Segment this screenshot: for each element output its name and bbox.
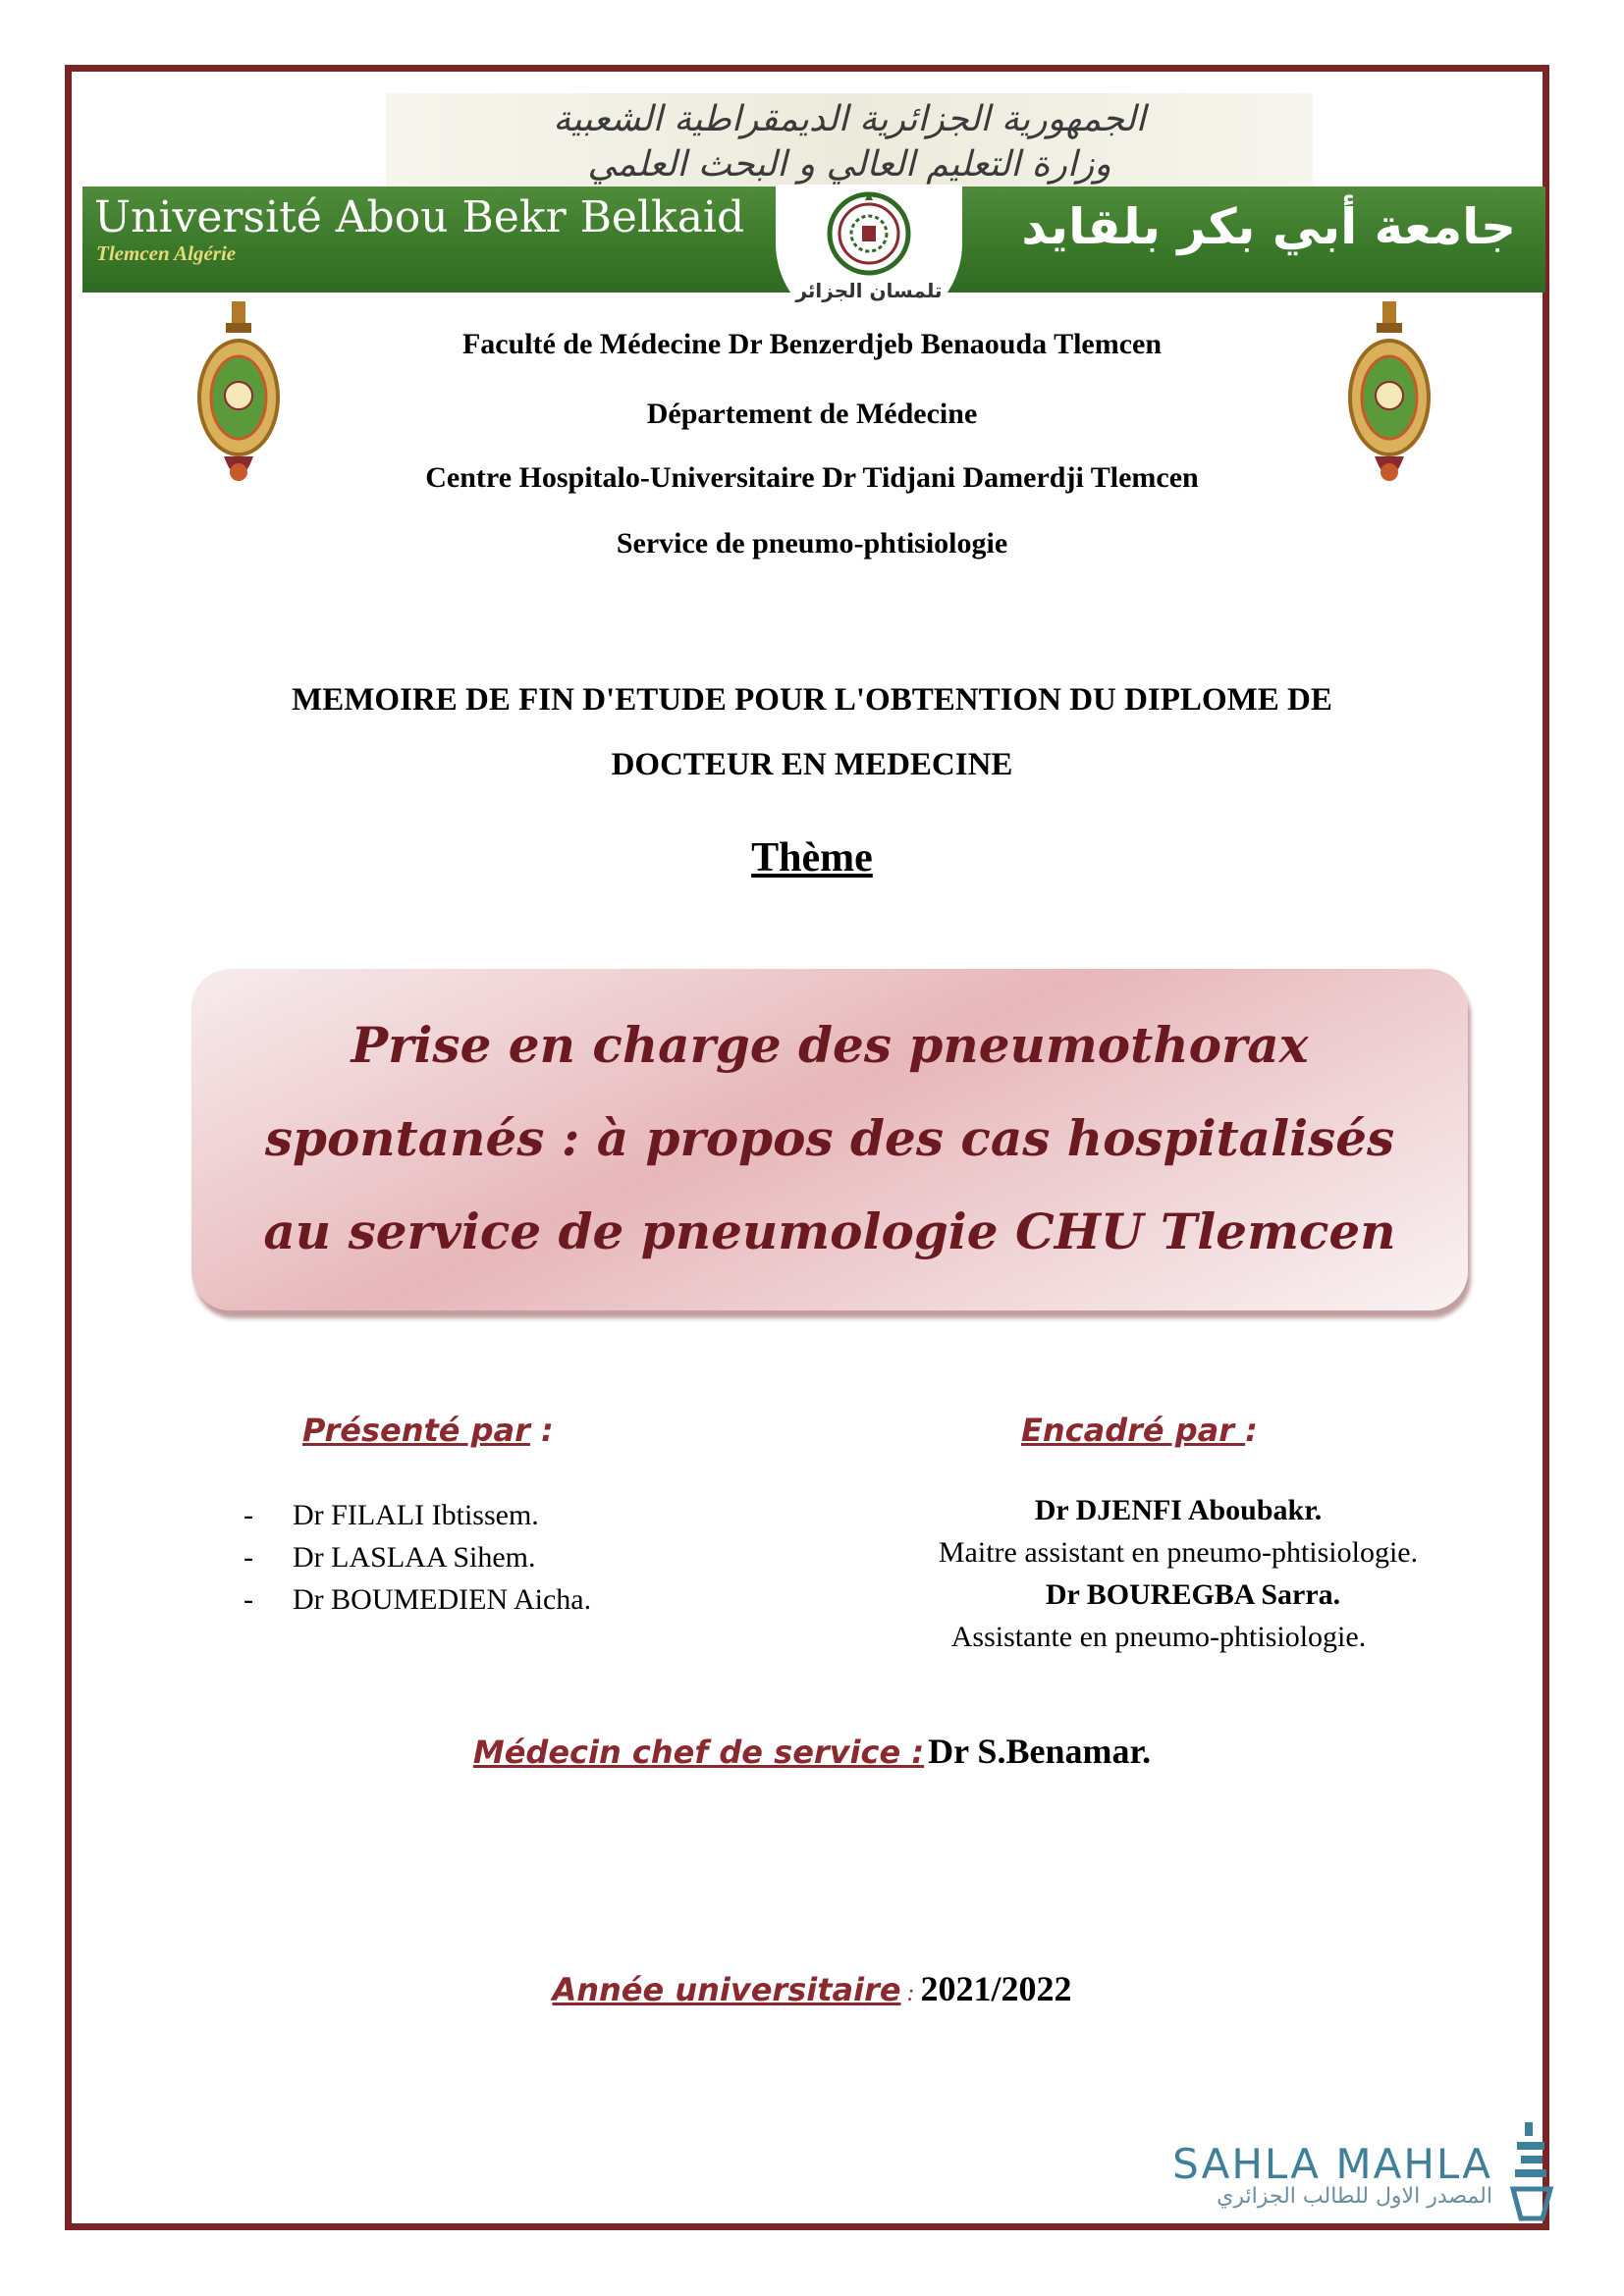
university-seal-icon [820, 188, 918, 279]
list-item: - Dr FILALI Ibtissem. [244, 1494, 591, 1536]
arabic-republic-line: الجمهورية الجزائرية الديمقراطية الشعبية [553, 99, 1146, 139]
author-name: Dr FILALI Ibtissem. [293, 1499, 539, 1531]
arabic-header-banner [386, 93, 1313, 191]
supervised-by-label: Encadré par : [1021, 1412, 1258, 1449]
list-item: - Dr LASLAA Sihem. [244, 1536, 591, 1578]
list-item: - Dr BOUMEDIEN Aicha. [244, 1578, 591, 1621]
memoire-line-2: DOCTEUR EN MEDECINE [611, 747, 1013, 782]
year-value: 2021/2022 [920, 1969, 1072, 2008]
watermark-name: SAHLA MAHLA [1172, 2140, 1492, 2188]
service-name: Service de pneumo-phtisiologie [616, 527, 1008, 560]
author-name: Dr BOUMEDIEN Aicha. [293, 1583, 592, 1616]
faculty-name: Faculté de Médecine Dr Benzerdjeb Benaouda Tlemcen [461, 328, 1163, 360]
university-name: Université Abou Bekr Belkaid [94, 192, 745, 242]
watermark-subtitle: المصدر الاول للطالب الجزائري [1217, 2184, 1492, 2209]
university-name-arabic: جامعة أبي بكر بلقايد [1021, 198, 1516, 255]
supervisor-2-name: Dr BOUREGBA Sarra. [1045, 1578, 1341, 1611]
supervisor-1-name: Dr DJENFI Aboubakr. [1034, 1494, 1323, 1526]
academic-year: Année universitaire : 2021/2022 [552, 1969, 1072, 2008]
supervisor-2-title: Assistante en pneumo-phtisiologie. [950, 1621, 1367, 1653]
title-line-3: au service de pneumologie CHU Tlemcen [263, 1202, 1396, 1260]
supervisor-1-title: Maitre assistant en pneumo-phtisiologie. [938, 1536, 1419, 1569]
memoire-line-1: MEMOIRE DE FIN D'ETUDE POUR L'OBTENTION DU DIPLOME DE [292, 682, 1332, 718]
department-name: Département de Médecine [646, 398, 978, 430]
title-line-1: Prise en charge des pneumothorax [351, 1016, 1309, 1074]
author-name: Dr LASLAA Sihem. [293, 1541, 536, 1574]
year-label: Année universitaire [552, 1971, 901, 2008]
chef-label: Médecin chef de service : [472, 1734, 925, 1771]
university-city: Tlemcen Algérie [96, 241, 237, 265]
seal-caption-arabic: تلمسان الجزائر [795, 279, 943, 302]
arabic-ministry-line: وزارة التعليم العالي و البحث العلمي [587, 144, 1111, 185]
memoire-heading [177, 667, 1447, 797]
chef-de-service [0, 1731, 1624, 1772]
authors-list [244, 1494, 591, 1621]
title-line-2: spontanés : à propos des cas hospitalisés [264, 1109, 1395, 1167]
hospital-name: Centre Hospitalo-Universitaire Dr Tidjani Damerdji Tlemcen [425, 461, 1199, 494]
chef-name: Dr S.Benamar. [928, 1732, 1152, 1771]
theme-label: Thème [751, 835, 873, 881]
watermark [1129, 2140, 1492, 2209]
presented-by-label: Présenté par : [302, 1412, 554, 1449]
watermark-logo-icon [1507, 2120, 1556, 2228]
